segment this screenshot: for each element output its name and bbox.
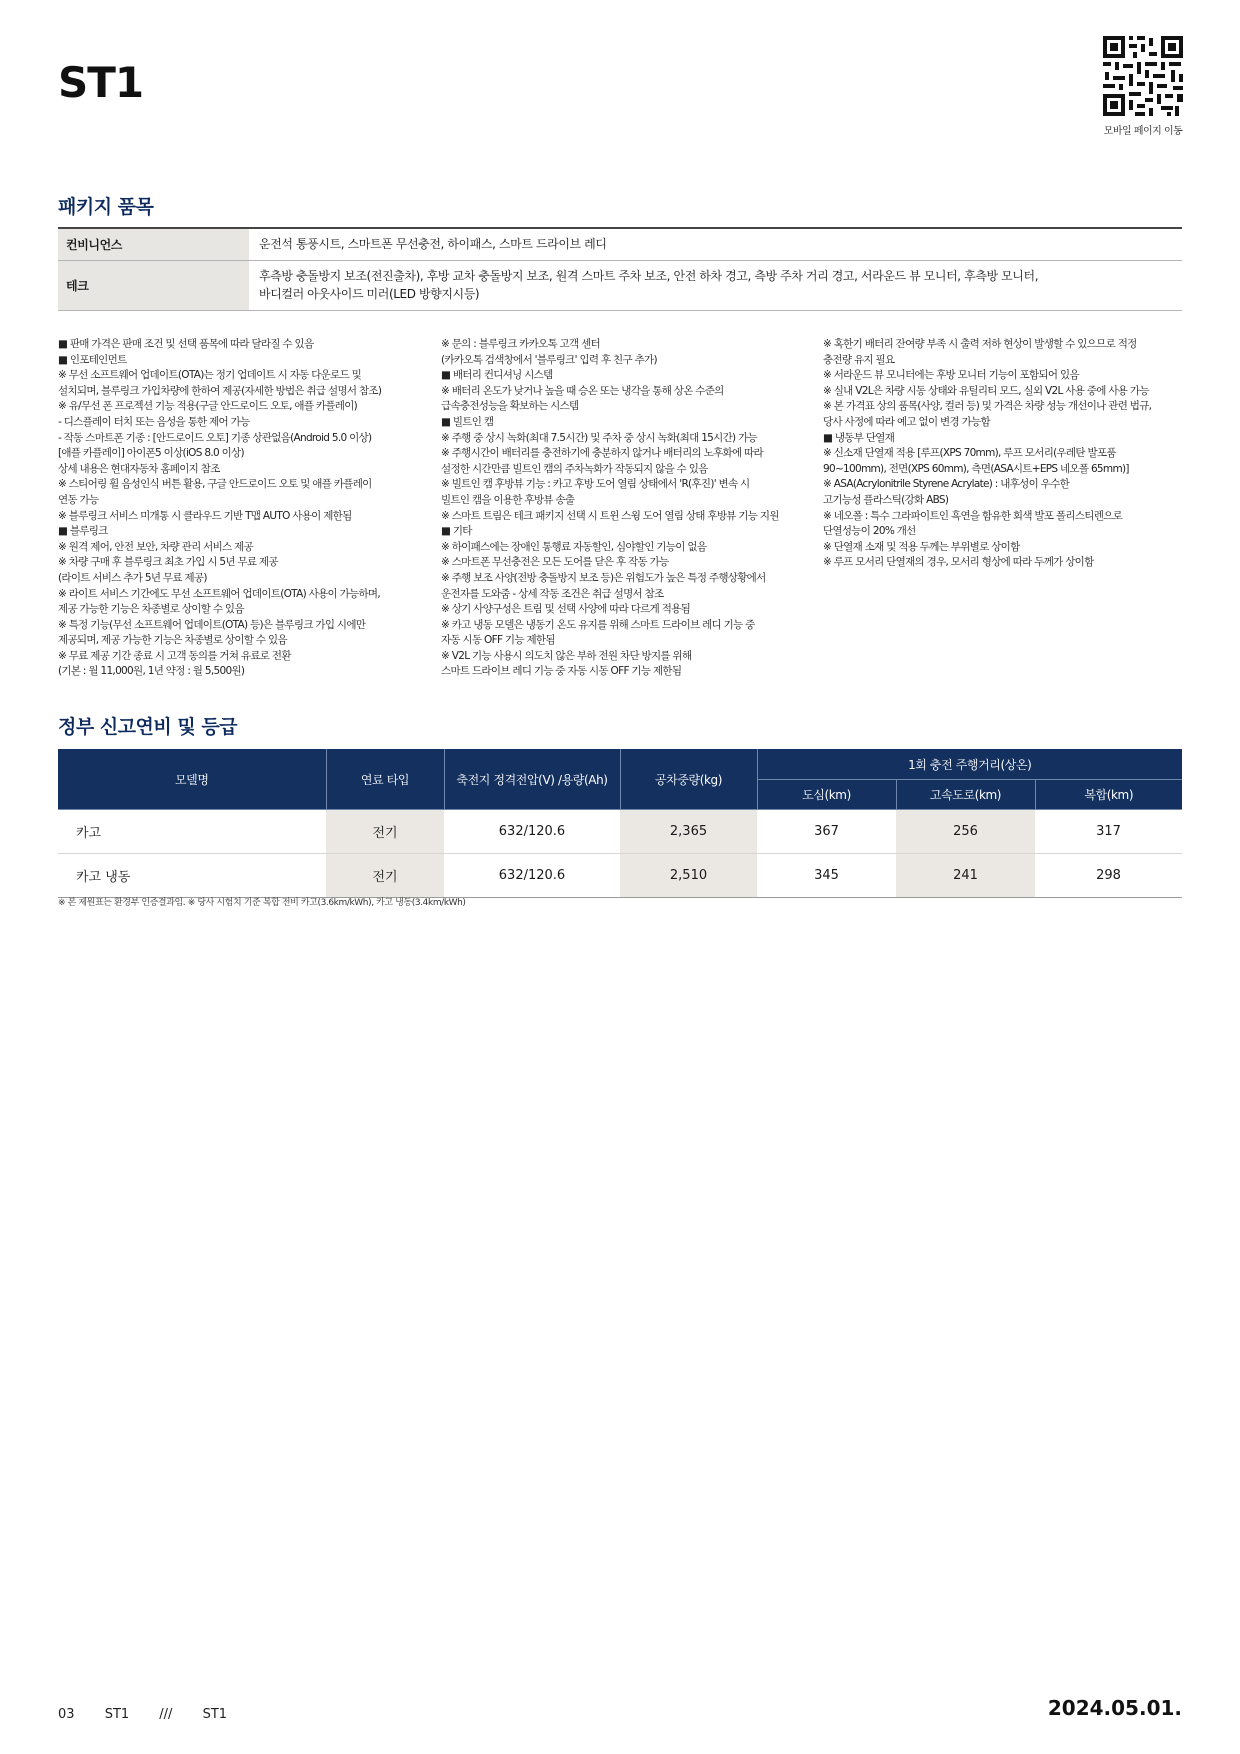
note-line: - 작동 스마트폰 기종 : [안드로이드 오토] 기종 상관없음(Android 5.0 이상) xyxy=(58,431,372,444)
package-row xyxy=(58,260,1182,310)
package-items-line: 운전석 통풍시트, 스마트폰 무선충전, 하이패스, 스마트 드라이브 레디 xyxy=(259,237,607,252)
package-items xyxy=(249,260,1182,310)
cell-city: 367 xyxy=(757,810,896,854)
note-line: ※ 단열재 소재 및 적용 두께는 부위별로 상이함 xyxy=(823,540,1020,553)
note-line: ※ 서라운드 뷰 모니터에는 후방 모니터 기능이 포함되어 있음 xyxy=(823,369,1079,382)
note-line: ※ 주행 중 상시 녹화(최대 7.5시간) 및 주차 중 상시 녹화(최대 15시간) 가능 xyxy=(441,431,757,444)
note-line: (기본 : 월 11,000원, 1년 약정 : 월 5,500원) xyxy=(58,665,245,678)
note-line: ※ 실내 V2L은 차량 시동 상태와 유틸리티 모드, 실외 V2L 사용 중에 사용 가능 xyxy=(823,384,1149,397)
header-city: 도심(km) xyxy=(757,780,896,810)
note-line: 제공 가능한 기능은 차종별로 상이할 수 있음 xyxy=(58,603,244,616)
note-line: 고기능성 플라스틱(강화 ABS) xyxy=(823,493,949,506)
note-line: [애플 카플레이] 아이폰5 이상(iOS 8.0 이상) xyxy=(58,447,244,460)
note-line: ※ 원격 제어, 안전 보안, 차량 관리 서비스 제공 xyxy=(58,540,254,553)
note-line: 설치되며, 블루링크 가입차량에 한하여 제공(자세한 방법은 취급 설명서 참조) xyxy=(58,384,382,397)
note-line: 90~100mm), 전면(XPS 60mm), 측면(ASA시트+EPS 네오폴 65mm)] xyxy=(823,462,1129,475)
note-line: (카카오톡 검색창에서 '블루링크' 입력 후 친구 추가) xyxy=(441,353,657,366)
package-items xyxy=(249,228,1182,260)
cell-battery: 632/120.6 xyxy=(444,854,620,898)
note-line: ※ 특정 기능(무선 소프트웨어 업데이트(OTA) 등)은 블루링크 가입 시에만 xyxy=(58,618,366,631)
package-row xyxy=(58,228,1182,260)
note-line: ※ 네오폴 : 특수 그라파이트인 흑연을 함유한 회색 발포 폴리스티렌으로 xyxy=(823,509,1123,522)
note-line: ※ 빌트인 캠 후방뷰 기능 : 카고 후방 도어 열림 상태에서 'R(후진)' 변속 시 xyxy=(441,478,750,491)
note-line: 스마트 드라이브 레디 기능 중 자동 시동 OFF 기능 제한됨 xyxy=(441,665,682,678)
footer-model: ST1 xyxy=(104,1707,130,1722)
note-line: 연동 가능 xyxy=(58,493,99,506)
note-line: ■ 냉동부 단열재 xyxy=(823,431,895,444)
note-line: ※ 상기 사양구성은 트림 및 선택 사양에 따라 다르게 적용됨 xyxy=(441,603,691,616)
cell-fuel-type: 전기 xyxy=(326,854,444,898)
cell-city: 345 xyxy=(757,854,896,898)
note-line: ※ ASA(Acrylonitrile Styrene Acrylate) : 내후성이 우수한 xyxy=(823,478,1070,491)
note-line: 급속충전성능을 확보하는 시스템 xyxy=(441,400,579,413)
note-line: ※ 신소재 단열재 적용 [루프(XPS 70mm), 루프 모서리(우레탄 발포품 xyxy=(823,447,1116,460)
cell-combined: 298 xyxy=(1035,854,1182,898)
note-line: ※ 라이트 서비스 기간에도 무선 소프트웨어 업데이트(OTA) 사용이 가능하며, xyxy=(58,587,380,600)
note-line: ■ 블루링크 xyxy=(58,525,108,538)
header-range-group: 1회 충전 주행거리(상온) xyxy=(757,749,1182,780)
cell-highway: 241 xyxy=(896,854,1035,898)
note-line: ■ 기타 xyxy=(441,525,472,538)
table-row xyxy=(58,854,1182,898)
cell-weight: 2,365 xyxy=(620,810,757,854)
notes-column-1 xyxy=(58,337,438,680)
note-line: ※ 유/무선 폰 프로젝션 기능 적용(구글 안드로이드 오토, 애플 카플레이) xyxy=(58,400,358,413)
cell-fuel-type: 전기 xyxy=(326,810,444,854)
header-fuel-type: 연료 타입 xyxy=(326,749,444,810)
cell-combined: 317 xyxy=(1035,810,1182,854)
note-line: ※ 블루링크 서비스 미개통 시 클라우드 기반 T맵 AUTO 사용이 제한됨 xyxy=(58,509,352,522)
package-name: 테크 xyxy=(58,260,249,310)
note-line: ※ 하이패스에는 장애인 통행료 자동할인, 심야할인 기능이 없음 xyxy=(441,540,707,553)
note-line: - 디스플레이 터치 또는 음성을 통한 제어 가능 xyxy=(58,415,250,428)
note-line: 단열성능이 20% 개선 xyxy=(823,525,916,538)
table-row xyxy=(58,810,1182,854)
note-line: ※ 카고 냉동 모델은 냉동기 온도 유지를 위해 스마트 드라이브 레디 기능 중 xyxy=(441,618,755,631)
header-battery: 축전지 정격전압(V) /용량(Ah) xyxy=(444,749,620,810)
cell-weight: 2,510 xyxy=(620,854,757,898)
note-line: 제공되며, 제공 가능한 기능은 차종별로 상이할 수 있음 xyxy=(58,634,287,647)
note-line: ※ 스티어링 휠 음성인식 버튼 활용, 구글 안드로이드 오토 및 애플 카플레이 xyxy=(58,478,372,491)
footer-separator: /// xyxy=(159,1707,173,1722)
notes-column-3 xyxy=(823,337,1203,571)
footer-date: 2024.05.01. xyxy=(1047,1696,1182,1720)
note-line: 충전량 유지 필요 xyxy=(823,353,895,366)
note-line: ※ 문의 : 블루링크 카카오톡 고객 센터 xyxy=(441,338,600,350)
header-weight: 공차중량(kg) xyxy=(620,749,757,810)
cell-battery: 632/120.6 xyxy=(444,810,620,854)
footer-sub: ST1 xyxy=(202,1707,228,1722)
note-line: ※ 루프 모서리 단열재의 경우, 모서리 형상에 따라 두께가 상이함 xyxy=(823,556,1094,569)
note-line: ■ 배터리 컨디셔닝 시스템 xyxy=(441,369,553,382)
note-line: 설정한 시간만큼 빌트인 캠의 주차녹화가 작동되지 않을 수 있음 xyxy=(441,462,708,475)
note-line: ※ V2L 기능 사용시 의도치 않은 부하 전원 차단 방지를 위해 xyxy=(441,649,692,662)
note-line: (라이트 서비스 추가 5년 무료 제공) xyxy=(58,571,207,584)
note-line: ※ 혹한기 배터리 잔여량 부족 시 출력 저하 현상이 발생할 수 있으므로 적정 xyxy=(823,338,1137,350)
footer-page-info xyxy=(58,1707,253,1722)
qr-code-link[interactable] xyxy=(1100,34,1186,137)
qr-caption: 모바일 페이지 이동 xyxy=(1103,126,1183,137)
note-line: ※ 스마트 트림은 테크 패키지 선택 시 트윈 스윙 도어 열림 상태 후방뷰 기능 지원 xyxy=(441,509,779,522)
document-title: ST1 xyxy=(58,58,144,107)
note-line: ※ 본 가격표 상의 품목(사양, 컬러 등) 및 가격은 차량 성능 개선이나 관련 법규, xyxy=(823,400,1152,413)
header-combined: 복합(km) xyxy=(1035,780,1182,810)
page-number: 03 xyxy=(58,1707,75,1722)
note-line: 당사 사정에 따라 예고 없이 변경 가능함 xyxy=(823,415,990,428)
note-line: ■ 인포테인먼트 xyxy=(58,353,127,366)
fuel-footnote: ※ 본 제원표는 환경부 인증결과임. ※ 당사 시험치 기준 복합 전비 카고(3.6km/kWh), 카고 냉동(3.4km/kWh) xyxy=(58,898,466,908)
cell-highway: 256 xyxy=(896,810,1035,854)
note-line: 운전자를 도와줌 - 상세 작동 조건은 취급 설명서 참조 xyxy=(441,587,664,600)
note-line: 빌트인 캠을 이용한 후방뷰 송출 xyxy=(441,493,575,506)
note-line: ■ 빌트인 캠 xyxy=(441,415,494,428)
fuel-efficiency-table xyxy=(58,749,1182,898)
header-highway: 고속도로(km) xyxy=(896,780,1035,810)
package-section-title: 패키지 품목 xyxy=(58,196,154,218)
note-line: ※ 배터리 온도가 낮거나 높을 때 승온 또는 냉각을 통해 상온 수준의 xyxy=(441,384,724,397)
header-model: 모델명 xyxy=(58,749,326,810)
notes-column-2 xyxy=(441,337,821,680)
cell-model: 카고 xyxy=(58,810,326,854)
package-items-line: 바디컬러 아웃사이드 미러(LED 방향지시등) xyxy=(259,287,480,301)
note-line: ※ 무선 소프트웨어 업데이트(OTA)는 정기 업데이트 시 자동 다운로드 및 xyxy=(58,369,362,382)
note-line: ※ 스마트폰 무선충전은 모든 도어를 닫은 후 작동 가능 xyxy=(441,556,669,569)
qr-code-icon xyxy=(1101,34,1185,118)
note-line: ※ 주행시간이 배터리를 충전하기에 충분하지 않거나 배터리의 노후화에 따라 xyxy=(441,447,763,460)
package-items-line: 후측방 충돌방지 보조(전진출차), 후방 교차 충돌방지 보조, 원격 스마트 주차 보조, 안전 하차 경고, 측방 주차 거리 경고, 서라운드 뷰 모니터, 후측방 모니터, xyxy=(259,269,1039,283)
note-line: 상세 내용은 현대자동차 홈페이지 참조 xyxy=(58,462,220,475)
note-line: ■ 판매 가격은 판매 조건 및 선택 품목에 따라 달라질 수 있음 xyxy=(58,338,314,350)
cell-model: 카고 냉동 xyxy=(58,854,326,898)
package-name: 컨비니언스 xyxy=(58,228,249,260)
note-line: 자동 시동 OFF 기능 제한됨 xyxy=(441,634,555,647)
note-line: ※ 주행 보조 사양(전방 충돌방지 보조 등)은 위험도가 높은 특정 주행상황에서 xyxy=(441,571,766,584)
fuel-section-title: 정부 신고연비 및 등급 xyxy=(58,716,238,738)
package-table xyxy=(58,227,1182,311)
note-line: ※ 차량 구매 후 블루링크 최초 가입 시 5년 무료 제공 xyxy=(58,556,278,569)
note-line: ※ 무료 제공 기간 종료 시 고객 동의를 거쳐 유료로 전환 xyxy=(58,649,291,662)
